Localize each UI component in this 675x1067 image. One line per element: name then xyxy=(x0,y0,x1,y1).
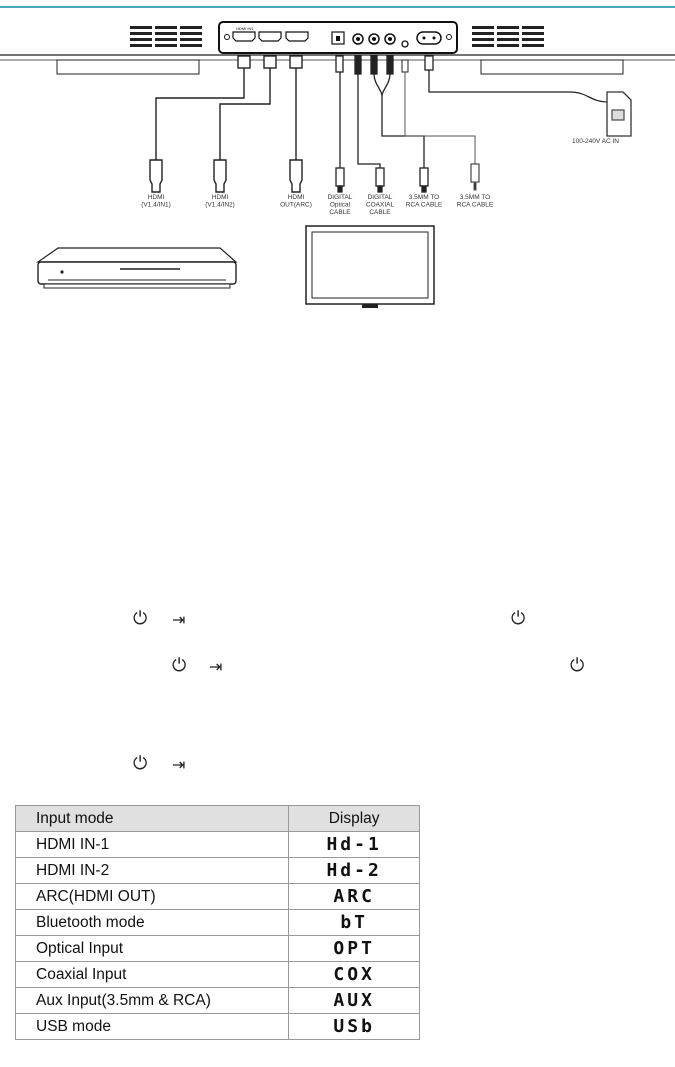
header-input-mode: Input mode xyxy=(16,806,289,832)
mode-cell: ARC(HDMI OUT) xyxy=(16,884,289,910)
table-header-row xyxy=(16,806,420,832)
cable-label: 3.5MM TO RCA CABLE xyxy=(405,194,443,209)
table-row xyxy=(16,884,420,910)
television xyxy=(306,226,434,308)
display-cell: COX xyxy=(289,962,420,988)
cable-label: HDMI (V1.4/IN1) xyxy=(141,194,171,209)
mode-cell: Aux Input(3.5mm & RCA) xyxy=(16,988,289,1014)
svg-text:HDMI IN1: HDMI IN1 xyxy=(236,26,254,31)
hdmi-out-port xyxy=(286,32,308,41)
mode-cell: Bluetooth mode xyxy=(16,910,289,936)
power-icon: ⏻ xyxy=(133,753,148,773)
input-icon: ⇥ xyxy=(172,757,186,774)
table-row xyxy=(16,1014,420,1040)
display-cell: Hd-2 xyxy=(289,858,420,884)
optical-cable xyxy=(336,56,344,192)
mode-cell: Optical Input xyxy=(16,936,289,962)
cable-label: DIGITAL COAXIAL CABLE xyxy=(365,194,395,216)
hdmi-out-cable xyxy=(290,56,302,192)
display-cell: ARC xyxy=(289,884,420,910)
display-cell: AUX xyxy=(289,988,420,1014)
cable-label: 3.5MM TO RCA CABLE xyxy=(456,194,494,209)
table-row xyxy=(16,858,420,884)
hdmi-cable-2 xyxy=(214,56,276,192)
power-port xyxy=(417,32,441,44)
input-icon: ⇥ xyxy=(209,659,223,676)
table-row xyxy=(16,910,420,936)
header-display: Display xyxy=(289,806,420,832)
instruction-icons-2 xyxy=(0,655,675,675)
instruction-icons-1 xyxy=(0,608,675,628)
connection-diagram xyxy=(0,10,675,315)
dvd-player xyxy=(38,248,236,288)
table-row xyxy=(16,936,420,962)
power-icon: ⏻ xyxy=(133,608,148,628)
input-icon: ⇥ xyxy=(172,612,186,629)
vent-right xyxy=(472,26,544,47)
hdmi-in1-port xyxy=(233,32,255,41)
display-cell: bT xyxy=(289,910,420,936)
hdmi-in2-port xyxy=(259,32,281,41)
input-mode-table xyxy=(15,805,420,1040)
display-cell: OPT xyxy=(289,936,420,962)
aux-cable xyxy=(402,60,479,190)
cable-label: HDMI OUT(ARC) xyxy=(280,194,312,209)
display-cell: Hd-1 xyxy=(289,832,420,858)
mode-cell: Coaxial Input xyxy=(16,962,289,988)
mode-cell: HDMI IN-1 xyxy=(16,832,289,858)
power-icon: ⏻ xyxy=(511,608,526,628)
mode-cell: HDMI IN-2 xyxy=(16,858,289,884)
power-icon: ⏻ xyxy=(172,655,187,675)
hdmi-cable-1 xyxy=(150,56,250,192)
display-cell: USb xyxy=(289,1014,420,1040)
table-row xyxy=(16,962,420,988)
cable-label: HDMI (V1.4/IN2) xyxy=(205,194,235,209)
coax-cable xyxy=(355,56,384,192)
table-row xyxy=(16,832,420,858)
instruction-icons-3 xyxy=(0,753,675,773)
power-icon: ⏻ xyxy=(570,655,585,675)
table-row xyxy=(16,988,420,1014)
cable-label: DIGITAL Optical CABLE xyxy=(327,194,353,216)
mode-cell: USB mode xyxy=(16,1014,289,1040)
vent-left xyxy=(130,26,202,47)
ac-in-label: 100-240V AC IN xyxy=(572,138,619,145)
top-rule xyxy=(0,6,675,8)
aux-port xyxy=(402,41,408,47)
